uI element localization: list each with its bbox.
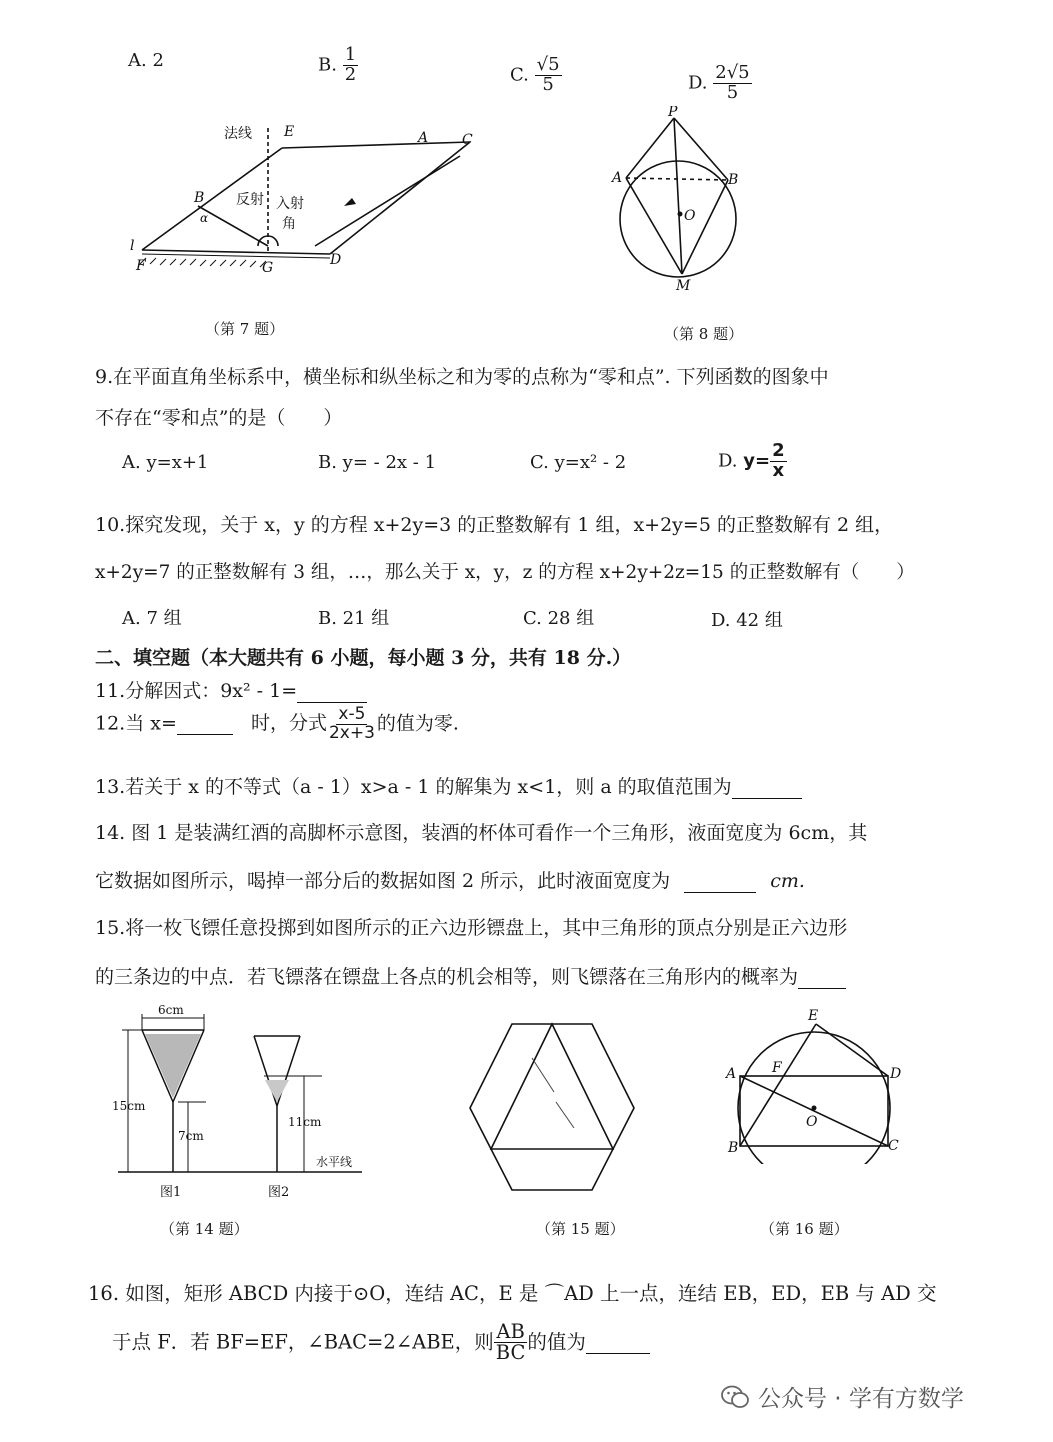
- fig7-label-g: G: [262, 260, 274, 276]
- fig14-glass1-wine: [145, 1034, 201, 1098]
- q15-text: 的三条边的中点．若飞镖落在镖盘上各点的机会相等，则飞镖落在三角形内的概率为: [95, 966, 799, 988]
- fig8-label-m: M: [676, 278, 691, 294]
- fig15-caption: （第 15 题）: [536, 1220, 625, 1238]
- fig14-label-fig2: 图2: [268, 1185, 290, 1200]
- figure-16: [720, 1004, 910, 1164]
- fig7-label-l: l: [130, 238, 135, 254]
- fig7-hatch: [230, 260, 236, 266]
- wechat-icon: [720, 1384, 750, 1410]
- fig7-hatch: [160, 259, 166, 265]
- fig7-reflected-ray: [198, 206, 268, 246]
- fraction-numerator: 2√5: [715, 62, 750, 83]
- q12-fraction: [327, 706, 377, 743]
- fraction-denominator: 5: [726, 81, 739, 103]
- fig7-label-e: E: [284, 124, 295, 140]
- q16-line-2: [112, 1322, 650, 1364]
- q9-option-b: B. y= - 2x - 1: [318, 452, 437, 473]
- q15-answer-blank: [798, 966, 846, 989]
- q12-answer-blank: [177, 712, 233, 735]
- fraction-numerator: √5: [536, 54, 560, 75]
- fig7-hatch: [240, 260, 246, 266]
- q14-line-1: 14. 图 1 是装满红酒的高脚杯示意图，装酒的杯体可看作一个三角形，液面宽度为 6cm，其: [95, 822, 868, 844]
- q6-option-b-fraction: [343, 46, 358, 85]
- q9-line-2: 不存在“零和点”的是（ ）: [95, 407, 343, 429]
- q15-line-2: [95, 962, 846, 989]
- q13: [95, 772, 802, 799]
- fig16-segment-eb: [740, 1024, 816, 1146]
- q9-option-d-lhs: y=: [743, 450, 771, 472]
- fig16-label-e: E: [808, 1008, 819, 1024]
- q9-option-c: C. y=x² - 2: [530, 452, 627, 473]
- fig16-caption: （第 16 题）: [760, 1220, 849, 1238]
- fig16-circle: [738, 1032, 890, 1164]
- fig7-arrow-head: [344, 198, 356, 206]
- watermark-text: 公众号 · 学有方数学: [758, 1386, 964, 1412]
- q16-text-post: 的值为: [527, 1330, 586, 1354]
- fig14-glass2-wine: [265, 1080, 289, 1102]
- q10-line-2: x+2y=7 的正整数解有 3 组，…，那么关于 x，y，z 的方程 x+2y+2z=15 的正整数解有（ ）: [95, 562, 915, 583]
- fig14-label-15cm: 15cm: [112, 1099, 146, 1113]
- fig7-label-c: C: [462, 132, 473, 148]
- fig16-segment-ed: [816, 1024, 888, 1076]
- fig7-label-alpha: α: [200, 211, 209, 225]
- fig14-label-width: 6cm: [158, 1003, 184, 1017]
- fig7-incident-ray: [315, 156, 460, 246]
- fig8-segment-ab: [626, 178, 728, 180]
- q10-option-b: B. 21 组: [318, 608, 390, 629]
- fig7-hatch-base: [142, 254, 330, 258]
- fig8-segment-pb: [674, 118, 728, 180]
- q12: [95, 706, 459, 743]
- figure-8: [606, 106, 756, 296]
- fig15-smudge: [532, 1058, 554, 1092]
- fig7-hatch: [220, 260, 226, 266]
- fig7-hatch: [180, 259, 186, 265]
- fig7-caption: （第 7 题）: [205, 320, 285, 338]
- q16-line-1: 16. 如图，矩形 ABCD 内接于⊙O，连结 AC，E 是 ⌒AD 上一点，连结 EB，ED，EB 与 AD 交: [88, 1282, 937, 1305]
- q6-option-b-label: B.: [318, 54, 337, 76]
- q12-text-post: 的值为零.: [376, 712, 459, 735]
- q6-option-d: [688, 64, 752, 103]
- q16-answer-blank: [586, 1330, 650, 1354]
- q6-option-c-fraction: [535, 56, 562, 95]
- fig8-label-a: A: [612, 170, 623, 186]
- q14-line-2: [95, 866, 805, 893]
- fraction-denominator: 2: [344, 63, 357, 85]
- q15-line-1: 15.将一枚飞镖任意投掷到如图所示的正六边形镖盘上，其中三角形的顶点分别是正六边形: [95, 917, 848, 939]
- q6-option-b: [318, 46, 358, 85]
- fig7-label-angle: 角: [282, 216, 296, 232]
- q14-unit: cm.: [770, 870, 805, 892]
- fig8-label-p: P: [668, 106, 678, 120]
- fig14-label-7cm: 7cm: [178, 1129, 204, 1143]
- q9-option-d: [718, 442, 787, 481]
- fig7-hatch: [200, 260, 206, 266]
- fraction-denominator: 2x+3: [328, 722, 375, 743]
- fig7-label-d: D: [330, 252, 342, 268]
- fig16-label-d: D: [890, 1066, 902, 1082]
- fig7-ground-line: [142, 250, 330, 254]
- q12-text-pre: 12.当 x=: [95, 712, 177, 735]
- fig8-label-b: B: [728, 172, 739, 188]
- q6-option-d-label: D.: [688, 72, 708, 94]
- fig16-label-b: B: [728, 1140, 739, 1156]
- fraction-denominator: x: [772, 459, 785, 481]
- section-2-title: 二、填空题（本大题共有 6 小题，每小题 3 分，共有 18 分.）: [95, 647, 632, 669]
- fraction-numerator: AB: [496, 1320, 525, 1343]
- fig16-center-dot: [812, 1106, 817, 1111]
- fig7-mirror-right: [330, 142, 470, 254]
- q10-option-a: A. 7 组: [122, 608, 182, 629]
- q14-answer-blank: [684, 870, 756, 893]
- q11-text: 11.分解因式：9x² - 1=: [95, 680, 298, 702]
- fraction-numerator: 2: [772, 440, 785, 461]
- fig8-segment-pm: [674, 118, 682, 274]
- fig16-label-o: O: [806, 1114, 818, 1130]
- fig7-label-a: A: [418, 130, 429, 146]
- q16-fraction: [494, 1322, 528, 1364]
- fig7-label-f: F: [136, 258, 146, 274]
- q16-text-pre: 于点 F．若 BF=EF，∠BAC=2∠ABE，则: [112, 1330, 494, 1354]
- q13-answer-blank: [732, 776, 802, 799]
- q9-line-1: 9.在平面直角坐标系中，横坐标和纵坐标之和为零的点称为“零和点”. 下列函数的图象中: [95, 366, 829, 388]
- figure-15: [464, 1018, 640, 1194]
- fig8-center-dot: [678, 212, 683, 217]
- fig16-label-f: F: [772, 1060, 782, 1076]
- q10-line-1: 10.探究发现，关于 x，y 的方程 x+2y=3 的正整数解有 1 组，x+2y=5 的正整数解有 2 组，: [95, 514, 894, 536]
- fig15-triangle: [491, 1024, 613, 1149]
- q11-answer-blank: [297, 680, 367, 703]
- fraction-denominator: 5: [542, 73, 554, 95]
- fig7-hatch: [210, 260, 216, 266]
- fig8-segment-bm: [682, 180, 728, 274]
- fraction-numerator: x-5: [338, 704, 366, 724]
- fig14-label-level: 水平线: [316, 1155, 353, 1169]
- fig7-label-incident: 入射: [276, 196, 304, 212]
- fig7-hatch: [190, 259, 196, 265]
- fig7-label-normal: 法线: [224, 126, 252, 142]
- q6-option-a: A. 2: [128, 50, 164, 71]
- q6-option-c-label: C.: [510, 64, 529, 86]
- q14-text: 它数据如图所示，喝掉一部分后的数据如图 2 所示，此时液面宽度为: [95, 870, 671, 892]
- watermark: [720, 1380, 964, 1413]
- q10-option-d: D. 42 组: [711, 610, 783, 631]
- fraction-denominator: BC: [495, 1341, 526, 1365]
- q9-option-a: A. y=x+1: [122, 452, 209, 473]
- figure-14: [112, 1000, 392, 1210]
- fig14-label-11cm: 11cm: [288, 1115, 322, 1129]
- q10-option-c: C. 28 组: [523, 608, 595, 629]
- fig16-label-a: A: [726, 1066, 737, 1082]
- fig8-label-o: O: [684, 208, 696, 224]
- figure-7: [120, 118, 500, 288]
- q13-text: 13.若关于 x 的不等式（a - 1）x>a - 1 的解集为 x<1，则 a 的取值范围为: [95, 776, 732, 798]
- fig15-hexagon: [470, 1024, 634, 1190]
- fig7-mirror-top: [282, 142, 470, 148]
- fig7-label-b: B: [194, 190, 205, 206]
- fig7-hatch: [150, 258, 156, 264]
- fig8-segment-am: [626, 178, 682, 274]
- q6-option-c: [510, 56, 562, 95]
- fig14-caption: （第 14 题）: [160, 1220, 249, 1238]
- fraction-numerator: 1: [344, 44, 357, 65]
- fig7-hatch: [170, 259, 176, 265]
- q9-option-d-fraction: [770, 442, 787, 481]
- q9-option-d-label: D.: [718, 450, 738, 472]
- fig8-caption: （第 8 题）: [664, 325, 744, 343]
- fig15-smudge: [556, 1102, 574, 1128]
- q11: [95, 676, 367, 703]
- q12-text-mid: 时，分式: [250, 712, 327, 735]
- fig7-label-reflect: 反射: [236, 192, 264, 208]
- q6-option-d-fraction: [713, 64, 751, 103]
- fig7-hatch: [250, 261, 256, 267]
- fig16-label-c: C: [888, 1138, 899, 1154]
- fig14-label-fig1: 图1: [160, 1185, 182, 1200]
